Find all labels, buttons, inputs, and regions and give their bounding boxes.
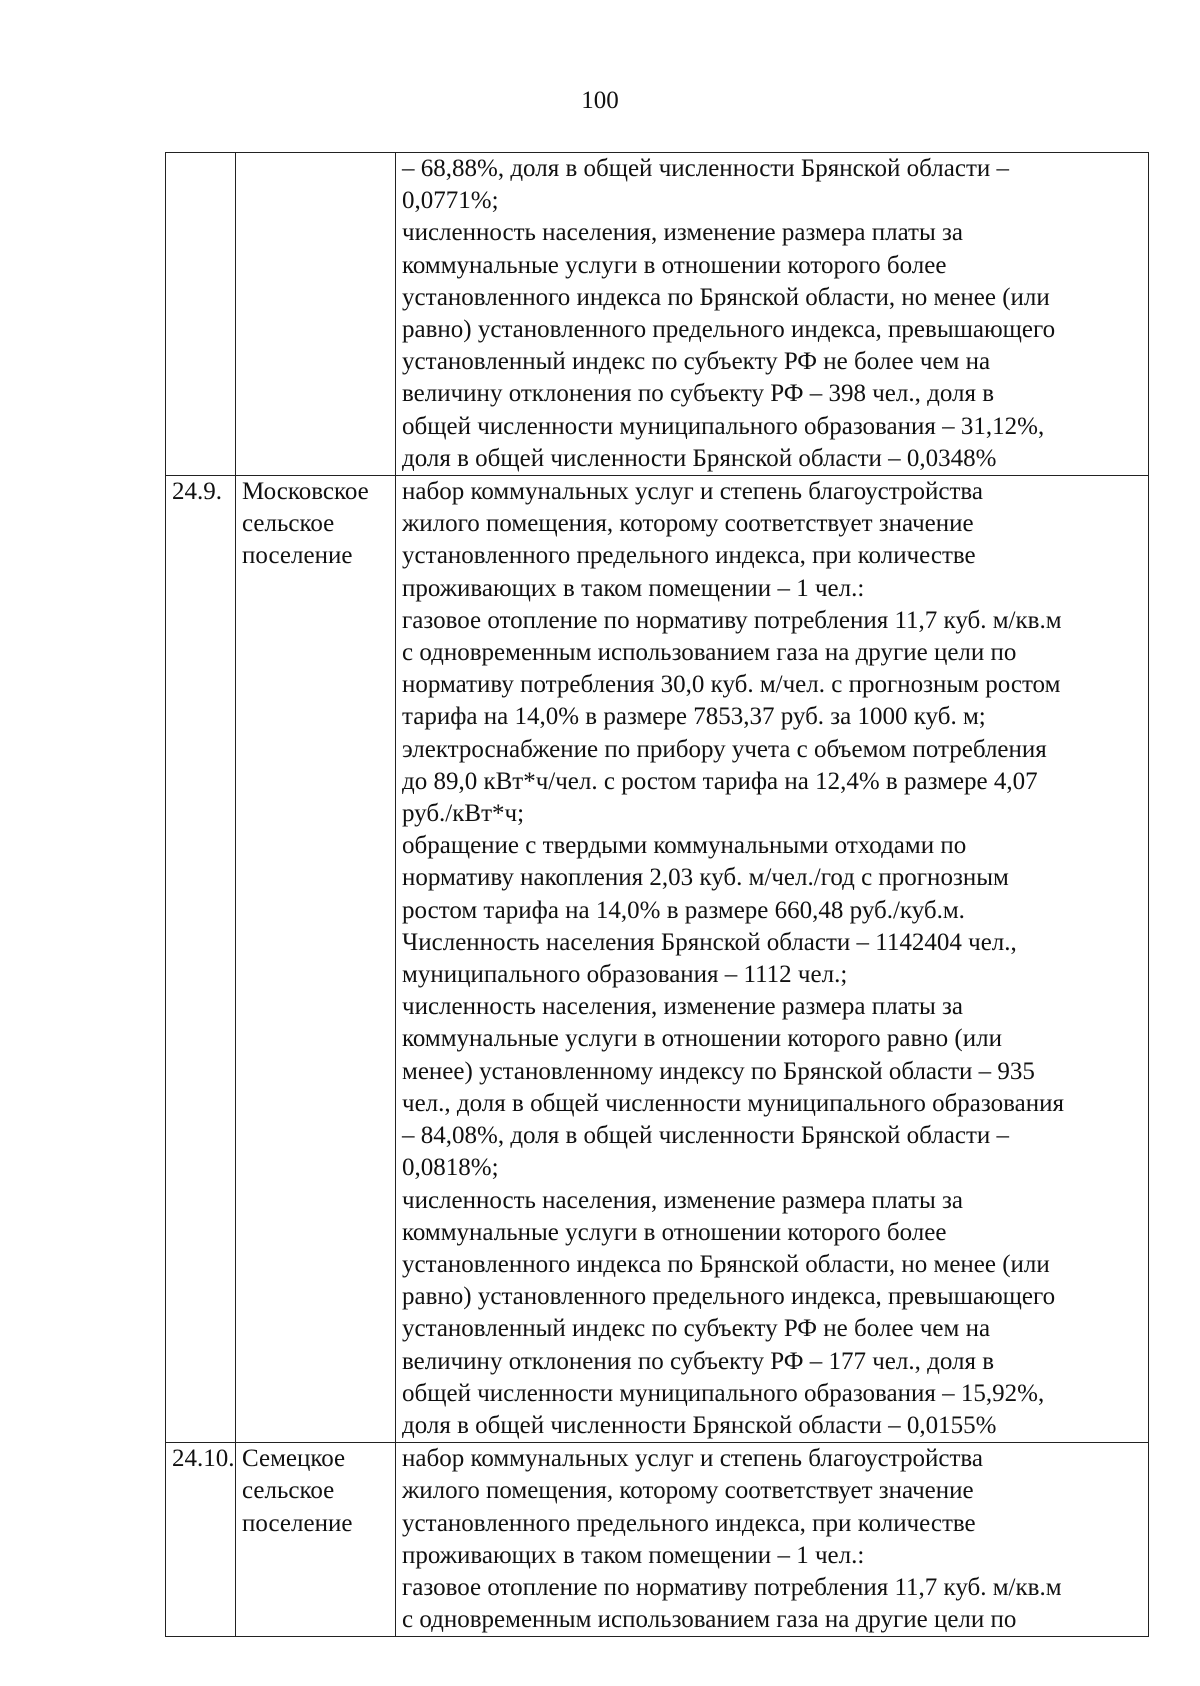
text-line: доля в общей численности Брянской области – 0,0155% [402, 1411, 997, 1439]
page-number: 100 [581, 87, 619, 114]
row-description [396, 476, 1149, 1443]
text-line: равно) установленного предельного индекса, превышающего [402, 1283, 1056, 1311]
text-line: 0,0771%; [402, 187, 499, 215]
text-line: – 84,08%, доля в общей численности Брянской области – [402, 1122, 1009, 1150]
table-row [166, 476, 1149, 1443]
text-line: тарифа на 14,0% в размере 7853,37 руб. за 1000 куб. м; [402, 703, 986, 731]
text-line: с одновременным использованием газа на другие цели по [402, 1606, 1017, 1634]
text-line: установленный индекс по субъекту РФ не более чем на [402, 1315, 991, 1343]
text-line: обращение с твердыми коммунальными отходами по [402, 832, 967, 860]
text-line: жилого помещения, которому соответствует значение [402, 1477, 974, 1505]
text-line: Численность населения Брянской области – 1142404 чел., [402, 928, 1017, 956]
text-line: общей численности муниципального образования – 15,92%, [402, 1379, 1045, 1407]
text-line: величину отклонения по субъекту РФ – 177 чел., доля в [402, 1347, 995, 1375]
text-line: установленного индекса по Брянской области, но менее (или [402, 1250, 1050, 1278]
text-line: установленный индекс по субъекту РФ не более чем на [402, 348, 991, 376]
text-line: коммунальные услуги в отношении которого более [402, 1218, 947, 1246]
row-description [396, 153, 1149, 476]
text-line: общей численности муниципального образования – 31,12%, [402, 412, 1045, 440]
row-number: 24.9. [166, 476, 236, 1443]
settlement-name: Семецкое сельское поселение [236, 1443, 396, 1637]
settlement-name: Московское сельское поселение [236, 476, 396, 1443]
settlements-table [165, 152, 1149, 1637]
text-line: проживающих в таком помещении – 1 чел.: [402, 574, 865, 602]
text-line: установленного предельного индекса, при количестве [402, 542, 976, 570]
settlement-name [236, 153, 396, 476]
text-line: установленного индекса по Брянской области, но менее (или [402, 283, 1050, 311]
text-line: набор коммунальных услуг и степень благоустройства [402, 478, 983, 506]
text-line: коммунальные услуги в отношении которого равно (или [402, 1025, 1002, 1053]
row-description [396, 1443, 1149, 1637]
text-line: до 89,0 кВт*ч/чел. с ростом тарифа на 12,4% в размере 4,07 [402, 767, 1038, 795]
text-line: электроснабжение по прибору учета с объемом потребления [402, 735, 1047, 763]
text-line: с одновременным использованием газа на другие цели по [402, 639, 1017, 667]
text-line: проживающих в таком помещении – 1 чел.: [402, 1541, 865, 1569]
text-line: численность населения, изменение размера платы за [402, 219, 963, 247]
text-line: газовое отопление по нормативу потребления 11,7 куб. м/кв.м [402, 1573, 1062, 1601]
text-line: нормативу потребления 30,0 куб. м/чел. с прогнозным ростом [402, 671, 1061, 699]
text-line: чел., доля в общей численности муниципального образования [402, 1089, 1064, 1117]
text-line: равно) установленного предельного индекса, превышающего [402, 316, 1056, 344]
text-line: руб./кВт*ч; [402, 800, 525, 828]
text-line: 0,0818%; [402, 1154, 499, 1182]
text-line: – 68,88%, доля в общей численности Брянской области – [402, 155, 1009, 182]
text-line: газовое отопление по нормативу потребления 11,7 куб. м/кв.м [402, 606, 1062, 634]
text-line: муниципального образования – 1112 чел.; [402, 961, 848, 989]
text-line: менее) установленному индексу по Брянской области – 935 [402, 1057, 1035, 1085]
text-line: доля в общей численности Брянской области – 0,0348% [402, 444, 997, 472]
text-line: коммунальные услуги в отношении которого более [402, 251, 947, 279]
text-line: величину отклонения по субъекту РФ – 398 чел., доля в [402, 380, 995, 408]
table-row [166, 1443, 1149, 1637]
text-line: нормативу накопления 2,03 куб. м/чел./год с прогнозным [402, 864, 1009, 892]
row-number: 24.10. [166, 1443, 236, 1637]
text-line: жилого помещения, которому соответствует значение [402, 510, 974, 538]
row-number [166, 153, 236, 476]
text-line: установленного предельного индекса, при количестве [402, 1509, 976, 1537]
text-line: набор коммунальных услуг и степень благоустройства [402, 1445, 983, 1473]
text-line: численность населения, изменение размера платы за [402, 993, 963, 1021]
text-line: ростом тарифа на 14,0% в размере 660,48 руб./куб.м. [402, 896, 965, 924]
text-line: численность населения, изменение размера платы за [402, 1186, 963, 1214]
table-row [166, 153, 1149, 476]
